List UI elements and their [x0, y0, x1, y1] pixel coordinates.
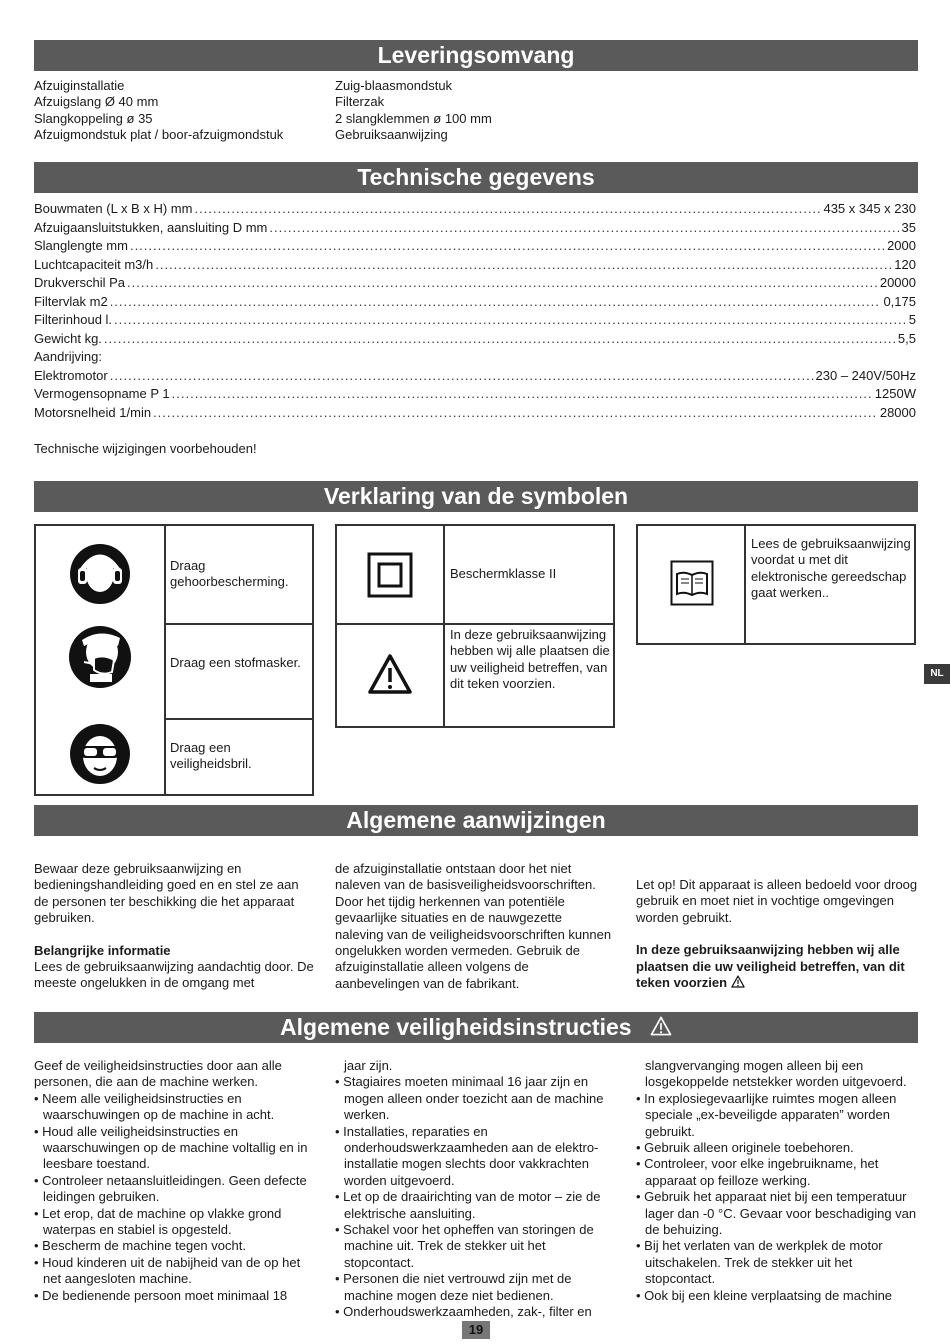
spec-row	[34, 386, 916, 405]
paragraph: Lees de gebruiksaanwijzing aandachtig door. De meeste ongelukken in de omgang met	[34, 959, 314, 991]
paragraph: slangvervanging mogen alleen bij een losgekoppelde netstekker worden uitgevoerd.	[645, 1058, 907, 1090]
safety-title-text: Algemene veiligheidsinstructies	[280, 1014, 632, 1040]
spec-value: 5,5	[897, 330, 916, 346]
spec-label: Afzuigaansluitstukken, aansluiting D mm	[34, 219, 268, 235]
list-item: • Gebruik het apparaat niet bij een temperatuur lager dan -0 °C. Gevaar voor beschadiging van de behuizing.	[636, 1189, 918, 1238]
symbol-text-warning: In deze gebruiksaanwijzing hebben wij alle plaatsen die uw veiligheid betreffen, van dit teken voorzien.	[450, 627, 610, 692]
safety-col-3	[636, 1058, 918, 1304]
symbol-text-class: Beschermklasse II	[450, 566, 557, 581]
spec-row	[34, 201, 916, 220]
paragraph: Bewaar deze gebruiksaanwijzing en bedieningshandleiding goed en en stel ze aan de personen ter beschikking die het apparaat gebruiken.	[34, 861, 299, 926]
symbol-box-manual	[636, 524, 916, 645]
general-col-1	[34, 861, 314, 992]
symbol-text-ear: Draag gehoorbescherming.	[170, 558, 289, 590]
spec-value: 20000	[879, 275, 916, 290]
list-item: Afzuiginstallatie	[34, 78, 125, 93]
list-item: • Gebruik alleen originele toebehoren.	[636, 1140, 918, 1156]
spec-label: Bouwmaten (L x B x H) mm	[34, 201, 193, 216]
spec-label: Elektromotor	[34, 367, 108, 383]
spec-row	[34, 257, 916, 276]
symbol-box-class	[335, 524, 615, 728]
section-title-tech: Technische gegevens	[34, 162, 918, 193]
spec-label: Filterinhoud l.	[34, 312, 113, 327]
list-item: Afzuigslang Ø 40 mm	[34, 94, 159, 110]
subheading: Belangrijke informatie	[34, 942, 171, 958]
safety-list-2	[335, 1074, 615, 1320]
list-item: • Neem alle veiligheidsinstructies en waarschuwingen op de machine in acht.	[34, 1091, 318, 1124]
paragraph: Geef de veiligheidsinstructies door aan alle personen, die aan de machine werken.	[34, 1058, 282, 1090]
list-item: • In explosiegevaarlijke ruimtes mogen alleen speciale „ex-beveiligde apparaten” worden gebruikt.	[636, 1091, 918, 1140]
page-number: 19	[462, 1321, 490, 1339]
list-item: • Bij het verlaten van de werkplek de motor uitschakelen. Trek de stekker uit het stopcontact.	[636, 1238, 918, 1287]
tech-note: Technische wijzigingen voorbehouden!	[34, 441, 257, 456]
spec-label: Vermogensopname P 1	[34, 386, 170, 401]
language-tab: NL	[924, 664, 950, 684]
spec-row	[34, 368, 916, 387]
spec-value: 120	[894, 256, 916, 272]
spec-subheading	[34, 349, 916, 368]
spec-value: 5	[908, 312, 916, 327]
spec-row	[34, 238, 916, 257]
list-item: • Schakel voor het opheffen van storingen de machine uit. Trek de stekker uit het stopcontact.	[335, 1222, 615, 1271]
spec-value: 435 x 345 x 230	[823, 201, 916, 216]
paragraph: de afzuiginstallatie ontstaan door het niet naleven van de basisveiligheidsvoorschriften. Door het tijdig herkennen van potentiële gevaarlijke situaties en de nauwgezette naleving van de veiligheidsvoorschriften kunnen ongelukken worden vermeden. Gebruik de afzuiginstallatie alleen volgens de aanbevelingen van de fabrikant.	[335, 861, 612, 991]
warning-triangle-icon	[731, 975, 745, 988]
paragraph: Let op! Dit apparaat is alleen bedoeld voor droog gebruik en moet niet in vochtige omgevingen worden gebruikt.	[636, 877, 918, 925]
section-title-safety	[34, 1012, 918, 1043]
general-col-3	[636, 877, 918, 991]
spec-row	[34, 220, 916, 239]
list-item: • Installaties, reparaties en onderhoudswerkzaamheden aan de elektro-installatie mogen slechts door vakkrachten worden uitgevoerd.	[335, 1124, 615, 1190]
dust-mask-icon	[68, 624, 132, 690]
symbol-text-goggles: Draag een veiligheidsbril.	[170, 740, 252, 772]
list-item: Filterzak	[335, 94, 385, 110]
spec-label: Filtervlak m2	[34, 293, 108, 309]
spec-value: 35	[901, 219, 916, 235]
spec-label: Motorsnelheid 1/min	[34, 404, 152, 420]
spec-row	[34, 294, 916, 313]
spec-label: Gewicht kg.	[34, 330, 102, 346]
safety-col-2	[335, 1058, 615, 1321]
list-item: Gebruiksaanwijzing	[335, 127, 448, 143]
list-item: • Personen die niet vertrouwd zijn met de machine mogen deze niet bedienen.	[335, 1271, 615, 1304]
drive-label: Aandrijving:	[34, 349, 102, 364]
spec-label: Drukverschil Pa	[34, 275, 126, 290]
list-item: Slangkoppeling ø 35	[34, 110, 153, 126]
list-item: • Let erop, dat de machine op vlakke grond waterpas en stabiel is opgesteld.	[34, 1206, 318, 1239]
section-title-symbols: Verklaring van de symbolen	[34, 481, 918, 512]
read-manual-icon	[670, 560, 714, 606]
list-item: • Controleer netaansluitleidingen. Geen defecte leidingen gebruiken.	[34, 1173, 318, 1206]
symbol-box-ppe	[34, 524, 314, 796]
section-title-general: Algemene aanwijzingen	[34, 805, 918, 836]
list-item: • Let op de draairichting van de motor – zie de elektrische aansluiting.	[335, 1189, 615, 1222]
list-item: • Houd kinderen uit de nabijheid van de op het net aangesloten machine.	[34, 1255, 318, 1288]
spec-value: 0,175	[883, 293, 916, 309]
spec-value: 28000	[879, 404, 916, 420]
list-item: Afzuigmondstuk plat / boor-afzuigmondstuk	[34, 127, 284, 143]
protection-class-ii-icon	[367, 552, 413, 598]
spec-row	[34, 405, 916, 424]
spec-value: 230 – 240V/50Hz	[815, 367, 916, 383]
levering-left-list	[34, 78, 283, 144]
safety-goggles-icon	[68, 722, 132, 786]
symbol-text-mask: Draag een stofmasker.	[170, 655, 301, 670]
list-item: • Controleer, voor elke ingebruikname, het apparaat op feilloze werking.	[636, 1156, 918, 1189]
spec-row	[34, 331, 916, 350]
levering-right-list	[335, 78, 492, 144]
general-col-2	[335, 861, 613, 992]
list-item: 2 slangklemmen ø 100 mm	[335, 110, 492, 126]
safety-list-3	[636, 1091, 918, 1304]
spec-value: 2000	[887, 238, 916, 253]
spec-label: Slanglengte mm	[34, 238, 128, 253]
symbol-text-manual: Lees de gebruiksaanwijzing voordat u met dit elektronische gereedschap gaat werken..	[751, 536, 911, 601]
warning-triangle-icon	[367, 653, 413, 695]
safety-col-1	[34, 1058, 318, 1304]
spec-label: Luchtcapaciteit m3/h	[34, 256, 154, 272]
section-title-levering: Leveringsomvang	[34, 40, 918, 71]
spec-value: 1250W	[874, 386, 916, 401]
list-item: • Bescherm de machine tegen vocht.	[34, 1238, 318, 1254]
warning-triangle-icon	[650, 1016, 672, 1036]
bold-note: In deze gebruiksaanwijzing hebben wij alle plaatsen die uw veiligheid betreffen, van dit teken voorzien	[636, 942, 905, 991]
tech-spec-table	[34, 201, 916, 423]
ear-protection-icon	[68, 542, 132, 606]
spec-row	[34, 275, 916, 294]
list-item: Zuig-blaasmondstuk	[335, 78, 453, 93]
paragraph: jaar zijn.	[344, 1058, 393, 1073]
list-item: • Ook bij een kleine verplaatsing de machine	[636, 1288, 918, 1304]
spec-row	[34, 312, 916, 331]
list-item: • Houd alle veiligheidsinstructies en waarschuwingen op de machine voltallig en in leesbare toestand.	[34, 1124, 318, 1173]
list-item: • Onderhoudswerkzaamheden, zak-, filter en	[335, 1304, 615, 1320]
list-item: • Stagiaires moeten minimaal 16 jaar zijn en mogen alleen onder toezicht aan de machine werken.	[335, 1074, 615, 1123]
list-item: • De bedienende persoon moet minimaal 18	[34, 1288, 318, 1304]
safety-list-1	[34, 1091, 318, 1304]
